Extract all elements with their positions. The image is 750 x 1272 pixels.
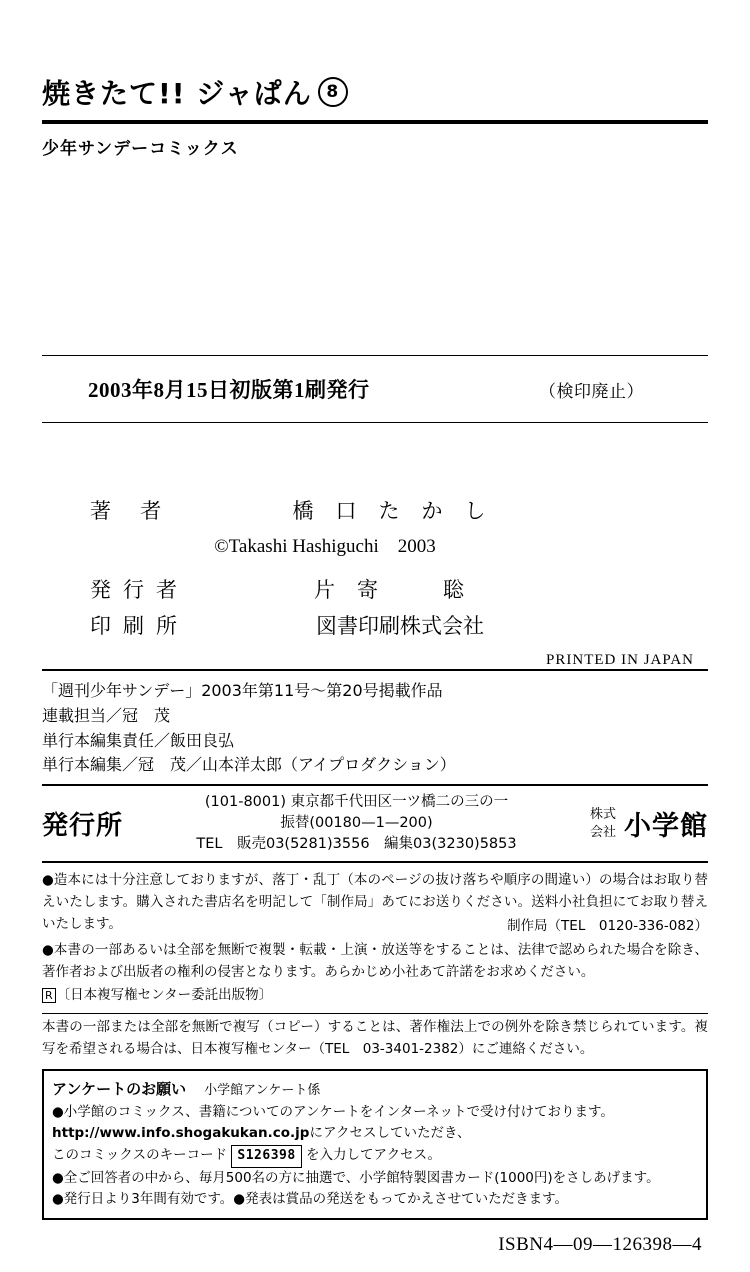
credit-row-printer <box>42 610 708 640</box>
survey-heading: アンケートのお願い <box>52 1079 187 1098</box>
notice-defects-text: ●造本には十分注意しておりますが、落丁・乱丁（本のページの抜け落ちや順序の間違い）の場合はお取り替えいたします。購入された書店名を明記して「制作局」あてにお送りください。送料小社負担にてお取り替えいたします。 <box>42 872 708 932</box>
volume-number-badge: 8 <box>318 77 348 107</box>
survey-url[interactable]: http://www.info.shogakukan.co.jp <box>52 1125 310 1142</box>
survey-line-3: ●全ご回答者の中から、毎月500名の方に抽選で、小学館特製図書カード(1000円)をさしあげます。 <box>52 1169 660 1186</box>
notice-reproduction <box>42 940 708 984</box>
book-title: 焼きたて!! ジャぱん <box>42 77 312 110</box>
isbn-number: ISBN4—09—126398—4 <box>498 1233 702 1255</box>
serialization-line-3: 単行本編集責任／飯田良弘 <box>42 730 235 750</box>
publication-date-block <box>42 355 708 423</box>
publisher-kk-line-2: 会社 <box>589 824 616 840</box>
credit-row-publisher-person <box>42 574 708 604</box>
notices-block <box>42 861 708 1061</box>
publisher-address-line-3: TEL 販売03(5281)3556 編集03(3230)5853 <box>196 836 517 853</box>
credit-value-publisher-person: 片寄 聡 <box>314 578 486 602</box>
pubdate-top-rule <box>42 355 708 356</box>
publication-date-row <box>42 364 708 414</box>
survey-keycode-row <box>52 1145 698 1168</box>
credit-value-printer: 図書印刷株式会社 <box>316 614 484 638</box>
survey-box <box>42 1069 708 1220</box>
serialization-block <box>42 669 708 778</box>
publication-date: 2003年8月15日初版第1刷発行 <box>88 378 370 402</box>
publisher-label: 発行所 <box>42 811 124 842</box>
survey-heading-sub: 小学館アンケート係 <box>204 1082 321 1098</box>
publisher-block <box>42 784 708 855</box>
publisher-name: 小学館 <box>624 811 708 843</box>
survey-keycode-post: を入力してアクセス。 <box>306 1146 441 1163</box>
credit-label-publisher-person: 発行者 <box>90 578 189 602</box>
survey-url-row <box>52 1123 698 1145</box>
survey-line-1: ●小学館のコミックス、書籍についてのアンケートをインターネットで受け付けております。 <box>52 1103 614 1120</box>
printed-in-japan: PRINTED IN JAPAN <box>546 652 694 668</box>
serialization-line-1: 「週刊少年サンデー」2003年第11号〜第20号掲載作品 <box>42 681 443 700</box>
notice-contact: 制作局（TEL 0120-336-082） <box>507 917 708 934</box>
publisher-address-line-2: 振替(00180—1—200) <box>280 815 433 832</box>
credit-label-author: 著 者 <box>90 499 174 523</box>
survey-keycode-pre: このコミックスのキーコード <box>52 1146 228 1163</box>
book-title-row <box>42 72 708 112</box>
rrc-label: 〔日本複写権センター委託出版物〕 <box>56 987 273 1004</box>
survey-keycode: S126398 <box>231 1145 301 1168</box>
rrc-mark-icon: R <box>42 988 56 1003</box>
serialization-line-2: 連載担当／冠 茂 <box>42 705 171 725</box>
notice-contact-line <box>42 916 708 938</box>
serialization-line-4: 単行本編集／冠 茂／山本洋太郎（アイプロダクション） <box>42 755 456 775</box>
pubdate-bottom-rule <box>42 422 708 423</box>
publisher-kk-mark <box>590 806 624 842</box>
rrc-divider <box>42 1013 708 1014</box>
title-divider <box>42 120 708 124</box>
credit-value-author: 橋口たかし <box>292 499 508 523</box>
notice-reproduction-text: ●本書の一部あるいは全部を無断で複製・転載・上演・放送等をすることは、法律で認められた場合を除き、著作者および出版者の権利の侵害となります。あらかじめ小社あて許諾をお求めください。 <box>42 941 708 980</box>
survey-line-4: ●発行日より3年間有効です。●発表は賞品の発送をもってかえさせていただきます。 <box>52 1191 568 1208</box>
rrc-text: 本書の一部または全部を無断で複写（コピー）することは、著作権法上での例外を除き禁じられています。複写を希望される場合は、日本複写権センター（TEL 03-3401-2382）にご連絡ください。 <box>42 1019 708 1058</box>
publisher-address <box>123 792 590 855</box>
imprint-label: 少年サンデーコミックス <box>42 139 239 159</box>
credit-row-author <box>42 495 708 525</box>
credit-label-printer: 印刷所 <box>90 614 189 638</box>
seal-note: （検印廃止） <box>539 382 644 401</box>
colophon-page <box>0 72 750 1272</box>
rrc-header <box>42 985 708 1007</box>
survey-url-tail: にアクセスしていただき、 <box>309 1125 471 1142</box>
publisher-address-line-1: (101-8001) 東京都千代田区一ツ橋二の三の一 <box>204 794 509 811</box>
survey-heading-row <box>52 1077 698 1102</box>
copyright-line: ©Takashi Hashiguchi 2003 <box>214 536 436 557</box>
credits-block <box>42 495 708 669</box>
publisher-kk-line-1: 株式 <box>589 806 616 822</box>
